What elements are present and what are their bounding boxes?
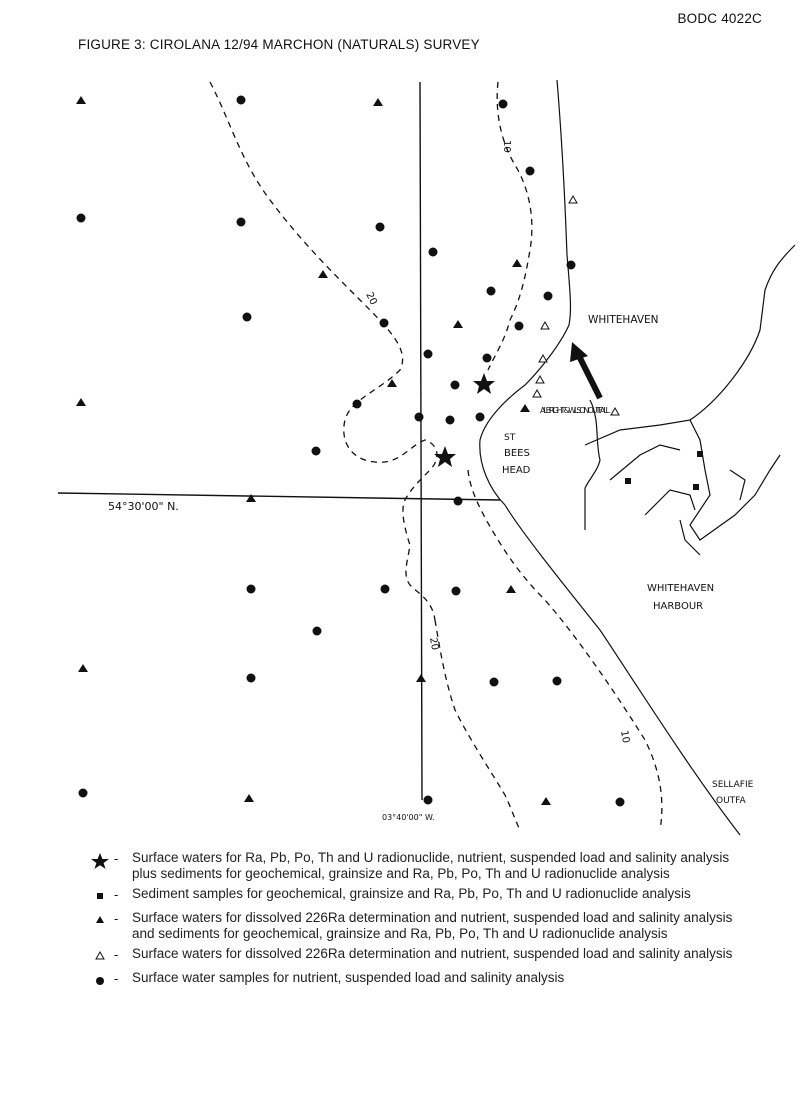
open-triangle-station <box>541 322 549 329</box>
full-analysis-stations <box>434 373 495 467</box>
circle-station <box>247 585 256 594</box>
legend-item: - Surface waters for Ra, Pb, Po, Th and U radionuclide, nutrient, suspended load and salinity analysis plus sediments for geochemical, grainsize and Ra, Pb, Po, Th and U radionuclide analysis <box>86 850 746 882</box>
circle-station <box>446 416 455 425</box>
legend-item: - Sediment samples for geochemical, grainsize and Ra, Pb, Po, Th and U radionuclide analysis <box>86 886 746 906</box>
filled-triangle-station <box>520 404 530 412</box>
circle-station <box>490 678 499 687</box>
legend-item: - Surface water samples for nutrient, suspended load and salinity analysis <box>86 970 746 990</box>
circle-station <box>312 447 321 456</box>
circle-station <box>429 248 438 257</box>
harbour-outline <box>585 245 795 555</box>
circle-station <box>237 218 246 227</box>
open-triangle-station <box>569 196 577 203</box>
filled-triangle-station <box>512 259 522 267</box>
filled-triangle-station <box>246 494 256 502</box>
filled-triangle-station <box>76 398 86 406</box>
star-station <box>434 446 456 467</box>
circle-station <box>483 354 492 363</box>
filled-triangle-station <box>416 674 426 682</box>
depth-contour-20-west <box>210 82 437 620</box>
circle-station <box>415 413 424 422</box>
ra226-water-stations <box>533 196 619 415</box>
filled-triangle-station <box>373 98 383 106</box>
st-bees-label-1: ST <box>504 433 516 443</box>
circle-station <box>353 400 362 409</box>
square-station <box>625 478 631 484</box>
circle-station <box>77 214 86 223</box>
circle-station <box>79 789 88 798</box>
circle-station <box>515 322 524 331</box>
circle-station <box>424 796 433 805</box>
st-bees-label-2: BEES <box>504 448 530 459</box>
square-station <box>697 451 703 457</box>
open-triangle-icon <box>90 948 110 966</box>
latitude-label: 54°30'00" N. <box>108 500 179 513</box>
circle-station <box>454 497 463 506</box>
whitehaven-label: WHITEHAVEN <box>588 314 659 326</box>
legend-text: Surface waters for Ra, Pb, Po, Th and U radionuclide, nutrient, suspended load and salinity analysis plus sediments for geochemical, grainsize and Ra, Pb, Po, Th and U radionuclide analysis <box>132 850 730 881</box>
harbour-label-2: HARBOUR <box>653 601 704 612</box>
filled-triangle-station <box>541 797 551 805</box>
circle-station <box>476 413 485 422</box>
surface-water-stations <box>77 96 625 807</box>
longitude-label: 03°40'00" W. <box>382 813 435 822</box>
legend-text: Surface water samples for nutrient, suspended load and salinity analysis <box>132 970 565 985</box>
sellafield-label-1: SELLAFIE <box>712 780 754 790</box>
direction-arrow <box>570 342 600 398</box>
legend-text: Surface waters for dissolved 226Ra determination and nutrient, suspended load and salinity analysis and sediments for geochemical, grainsize and Ra, Pb, Po, Th and U radionuclide analysis <box>132 910 733 941</box>
filled-triangle-station <box>506 585 516 593</box>
circle-station <box>452 587 461 596</box>
depth-contour-10-north <box>488 82 532 370</box>
circle-station <box>237 96 246 105</box>
legend-item: - Surface waters for dissolved 226Ra determination and nutrient, suspended load and salinity analysis <box>86 946 746 966</box>
legend-item: - Surface waters for dissolved 226Ra determination and nutrient, suspended load and salinity analysis and sediments for geochemical, grainsize and Ra, Pb, Po, Th and U radionuclide analysis <box>86 910 746 942</box>
depth-label: 10 <box>618 729 632 745</box>
filled-triangle-station <box>76 96 86 104</box>
filled-triangle-station <box>78 664 88 672</box>
filled-triangle-icon <box>90 912 110 930</box>
circle-station <box>380 319 389 328</box>
legend <box>86 850 746 994</box>
filled-circle-icon <box>90 972 110 990</box>
circle-station <box>499 100 508 109</box>
filled-triangle-station <box>244 794 254 802</box>
circle-station <box>424 350 433 359</box>
circle-station <box>381 585 390 594</box>
latitude-line <box>58 493 500 500</box>
circle-station <box>526 167 535 176</box>
open-triangle-station <box>533 390 541 397</box>
filled-triangle-station <box>318 270 328 278</box>
open-triangle-station <box>536 376 544 383</box>
legend-text: Surface waters for dissolved 226Ra determination and nutrient, suspended load and salinity analysis <box>132 946 733 961</box>
figure-title: FIGURE 3: CIROLANA 12/94 MARCHON (NATURALS) SURVEY <box>78 37 480 52</box>
filled-triangle-station <box>453 320 463 328</box>
open-triangle-station <box>539 355 547 362</box>
circle-station <box>567 261 576 270</box>
circle-station <box>544 292 553 301</box>
square-icon <box>90 888 110 906</box>
star-station <box>473 373 495 394</box>
circle-station <box>451 381 460 390</box>
circle-station <box>553 677 562 686</box>
depth-label: 20 <box>427 636 441 652</box>
depth-label: 20 <box>363 290 379 307</box>
document-id: BODC 4022C <box>677 11 762 26</box>
star-icon <box>90 852 110 870</box>
circle-station <box>376 223 385 232</box>
circle-station <box>616 798 625 807</box>
open-triangle-station <box>611 408 619 415</box>
square-station <box>693 484 699 490</box>
sellafield-label-2: OUTFA <box>716 796 746 806</box>
outfall-label: ALBRIGHT & WILSON OUTFALL <box>540 406 610 415</box>
circle-station <box>243 313 252 322</box>
circle-station <box>487 287 496 296</box>
sediment-stations <box>625 451 703 490</box>
depth-label: 10 <box>501 140 512 153</box>
st-bees-label-3: HEAD <box>502 465 531 476</box>
depth-contour-10-south <box>468 470 662 830</box>
harbour-label-1: WHITEHAVEN <box>647 583 715 594</box>
legend-text: Sediment samples for geochemical, grainsize and Ra, Pb, Po, Th and U radionuclide analysis <box>132 886 691 901</box>
depth-contour-20-south <box>435 620 520 830</box>
circle-station <box>313 627 322 636</box>
circle-station <box>247 674 256 683</box>
